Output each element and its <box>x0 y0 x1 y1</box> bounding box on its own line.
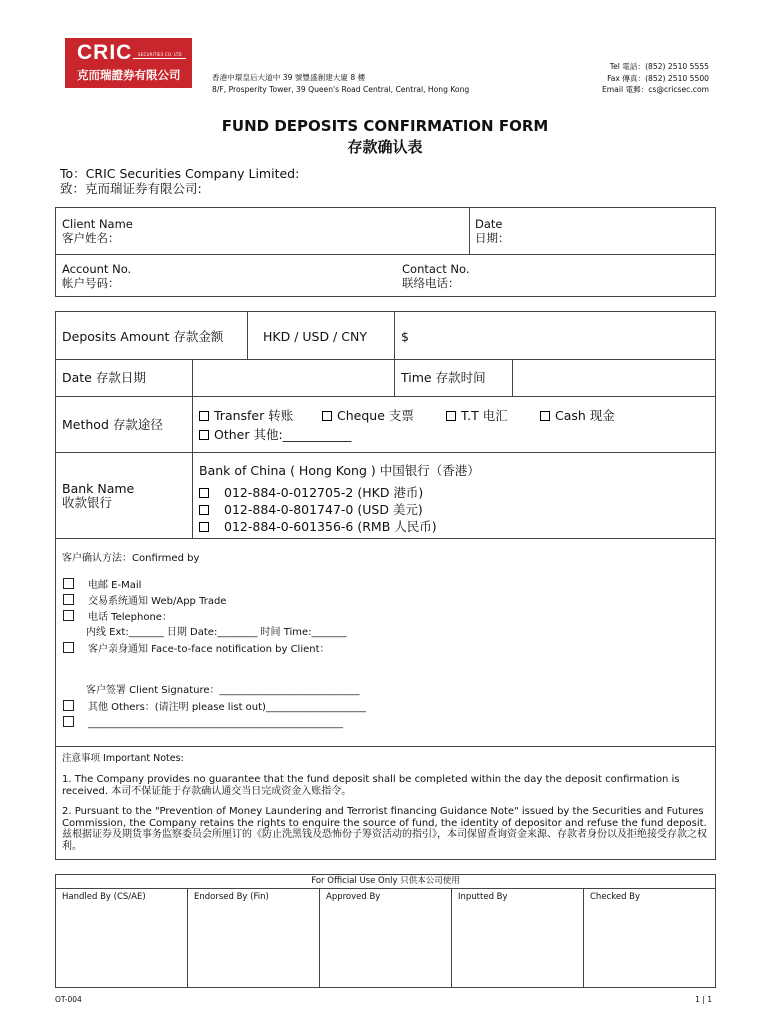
logo-text: CRIC <box>77 41 133 64</box>
notes-heading: 注意事项 Important Notes: <box>62 753 184 764</box>
logo-divider <box>133 58 186 59</box>
note-1: 1. The Company provides no guarantee that the fund deposit shall be completed within the day the deposit confirmation is received. 本司不保证能于存款确认通交当日完成资金入账指令。 <box>62 774 680 797</box>
addressee-en: To：CRIC Securities Company Limited: <box>60 166 300 181</box>
client-name-field[interactable]: Client Name 客户姓名： <box>62 217 133 245</box>
deposit-date-label: Date 存款日期 <box>62 370 146 385</box>
deposit-date-input[interactable] <box>194 360 392 395</box>
deposit-time-input[interactable] <box>514 360 712 395</box>
checkbox[interactable] <box>540 411 550 421</box>
bank-name: Bank of China ( Hong Kong ) 中国银行（香港） <box>199 463 480 478</box>
bank-name-label: Bank Name 收款银行 <box>62 481 135 510</box>
confirm-email[interactable]: 电邮 E-Mail <box>63 578 141 592</box>
checkbox[interactable] <box>199 488 209 498</box>
fax: Fax 傳真：(852) 2510 5500 <box>607 73 709 83</box>
method-cash[interactable]: Cash 现金 <box>540 408 615 424</box>
official-use-heading: For Official Use Only 只供本公司使用 <box>56 875 715 889</box>
bank-account-hkd[interactable]: 012-884-0-012705-2 (HKD 港币) <box>199 485 423 501</box>
confirm-system[interactable]: 交易系统通知 Web/App Trade <box>63 594 226 608</box>
deposit-details-box <box>55 311 716 747</box>
method-label: Method 存款途径 <box>62 417 163 432</box>
checkbox[interactable] <box>199 505 209 515</box>
confirm-blank[interactable]: ___________________________________________________ <box>63 716 343 730</box>
method-other[interactable]: Other 其他:___________ <box>199 427 351 443</box>
form-title-en: FUND DEPOSITS CONFIRMATION FORM <box>221 117 549 135</box>
checkbox[interactable] <box>199 411 209 421</box>
endorsed-by-cell[interactable]: Endorsed By (Fin) <box>194 892 269 902</box>
telephone-details[interactable]: 内线 Ext:_______ 日期 Date:________ 时间 Time:_______ <box>86 627 347 638</box>
checkbox[interactable] <box>63 578 74 589</box>
date-field[interactable]: Date 日期： <box>475 217 510 245</box>
checkbox[interactable] <box>63 700 74 711</box>
checkbox[interactable] <box>199 522 209 532</box>
tel: Tel 電話：(852) 2510 5555 <box>609 62 709 71</box>
official-use-table <box>55 874 716 988</box>
contact-no-field[interactable]: Contact No. 联络电话： <box>402 262 470 290</box>
checkbox[interactable] <box>199 430 209 440</box>
form-code: OT-004 <box>55 995 82 1004</box>
company-contact <box>602 61 709 96</box>
deposit-amount-label: Deposits Amount 存款金额 <box>62 329 224 344</box>
confirm-others[interactable]: 其他 Others：(请注明 please list out)____________________ <box>63 700 366 714</box>
page-number: 1 | 1 <box>695 995 712 1004</box>
checkbox[interactable] <box>63 716 74 727</box>
form-title-cn: 存款确认表 <box>347 138 423 156</box>
checkbox[interactable] <box>63 594 74 605</box>
checkbox[interactable] <box>446 411 456 421</box>
inputted-by-cell[interactable]: Inputted By <box>458 892 508 902</box>
bank-account-usd[interactable]: 012-884-0-801747-0 (USD 美元) <box>199 502 423 518</box>
handled-by-cell[interactable]: Handled By (CS/AE) <box>62 892 146 902</box>
method-cheque[interactable]: Cheque 支票 <box>322 408 414 424</box>
deposit-time-label: Time 存款时间 <box>401 370 486 385</box>
client-signature-line[interactable]: 客户签署 Client Signature：____________________________ <box>86 685 360 696</box>
checkbox[interactable] <box>63 610 74 621</box>
logo-subtext: SECURITIES CO. LTD <box>138 52 182 57</box>
confirm-telephone[interactable]: 电话 Telephone： <box>63 610 172 624</box>
bank-account-rmb[interactable]: 012-884-0-601356-6 (RMB 人民币) <box>199 519 437 535</box>
important-notes-box <box>55 745 716 860</box>
currency-options[interactable]: HKD / USD / CNY <box>263 329 367 344</box>
method-tt[interactable]: T.T 电汇 <box>446 408 508 424</box>
confirm-face-to-face[interactable]: 客户亲身通知 Face-to-face notification by Client： <box>63 642 330 656</box>
email: Email 電郵：cs@cricsec.com <box>601 85 709 94</box>
note-2: 2. Pursuant to the "Prevention of Money Laundering and Terrorist financing Guidance Note" issued by the Securities and Futures Commission, the Company retains the rights to enquire the source of fund, the identity of depositor and refuse the fund deposit. 兹根据证券及期货事务监察委员会所厘订的《防止洗黑钱及恐怖份子筹资活动的指引》，本司保留查询资金来源、存款者身份以及拒绝接受存款之权利。 <box>62 806 707 852</box>
company-logo <box>65 38 192 88</box>
checked-by-cell[interactable]: Checked By <box>590 892 641 902</box>
address-chinese: 香港中環皇后大道中 39 號豐盛創建大廈 8 樓 <box>212 73 366 82</box>
checkbox[interactable] <box>322 411 332 421</box>
approved-by-cell[interactable]: Approved By <box>326 892 381 902</box>
confirm-heading: 客户确认方法：Confirmed by <box>62 553 200 564</box>
logo-chinese-name: 克而瑞證券有限公司 <box>77 68 181 82</box>
client-info-box <box>55 207 716 297</box>
addressee-cn: 致：克而瑞证券有限公司: <box>60 181 202 196</box>
address-english: 8/F, Prosperity Tower, 39 Queen's Road Central, Central, Hong Kong <box>212 85 470 94</box>
account-no-field[interactable]: Account No. 帐户号码： <box>62 262 132 290</box>
company-address <box>212 72 469 96</box>
method-transfer[interactable]: Transfer 转账 <box>199 408 293 424</box>
amount-input[interactable]: $ <box>401 329 409 344</box>
checkbox[interactable] <box>63 642 74 653</box>
